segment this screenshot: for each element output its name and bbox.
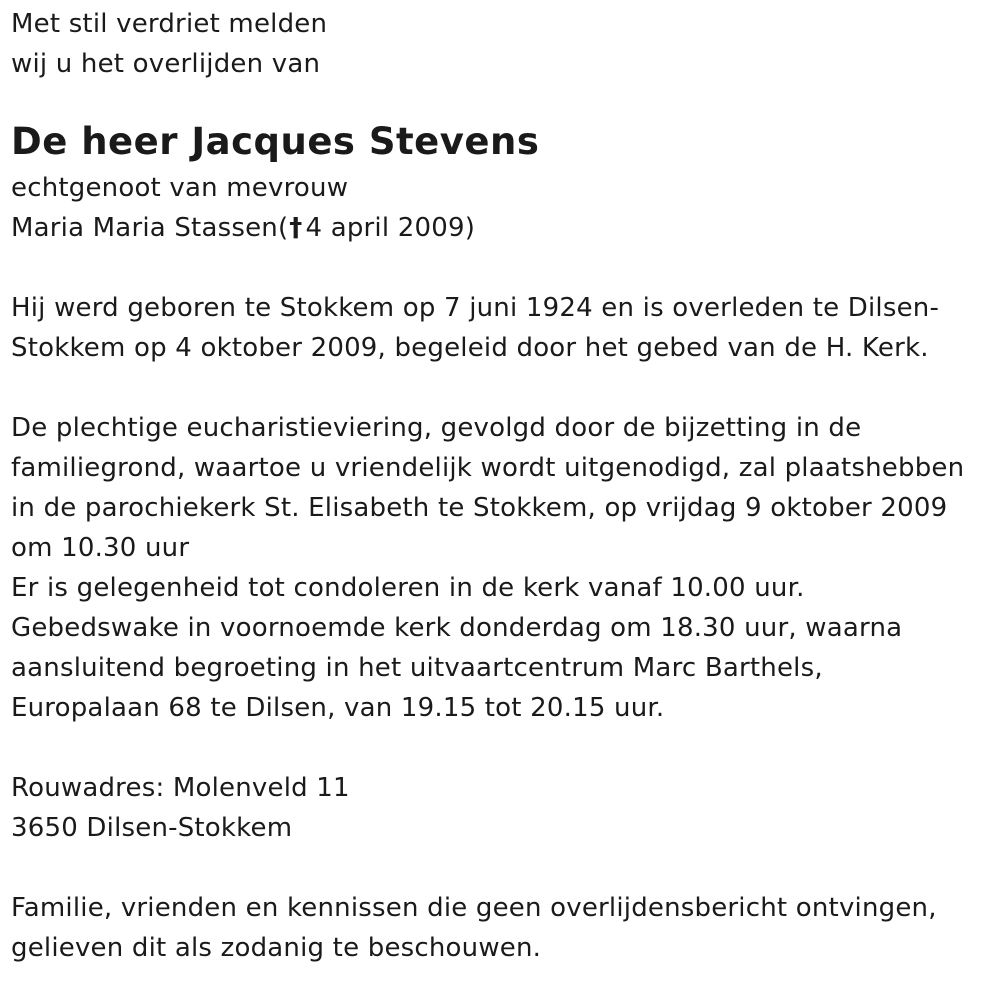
ceremony-line: in de parochiekerk St. Elisabeth te Stokkem, op vrijdag 9 oktober 2009 [11,493,948,523]
cross-icon: † [289,213,303,243]
spouse-line [11,208,991,248]
birth-line: Hij werd geboren te Stokkem op 7 juni 1924 en is overleden te Dilsen- [11,293,940,323]
intro-line: Met stil verdriet melden [11,9,328,39]
ceremony-line: aansluitend begroeting in het uitvaartcentrum Marc Barthels, [11,653,823,683]
spacer [11,248,991,288]
spacer [11,728,991,768]
birth-line: Stokkem op 4 oktober 2009, begeleid door het gebed van de H. Kerk. [11,333,929,363]
ceremony-line: Er is gelegenheid tot condoleren in de kerk vanaf 10.00 uur. [11,573,805,603]
closing-line: Familie, vrienden en kennissen die geen overlijdensbericht ontvingen, [11,893,937,923]
ceremony-line: om 10.30 uur [11,533,190,563]
spouse-name: Maria Maria Stassen( [11,213,289,243]
spouse-relation: echtgenoot van mevrouw [11,173,349,203]
obituary-notice [11,4,991,968]
address-line: 3650 Dilsen-Stokkem [11,813,293,843]
ceremony-line: Gebedswake in voornoemde kerk donderdag om 18.30 uur, waarna [11,613,903,643]
spouse-death-date: 4 april 2009) [305,213,476,243]
intro-line: wij u het overlijden van [11,49,321,79]
closing-line: gelieven dit als zodanig te beschouwen. [11,933,542,963]
ceremony-line: De plechtige eucharistieviering, gevolgd door de bijzetting in de [11,413,862,443]
address-line: Rouwadres: Molenveld 11 [11,773,350,803]
spacer [11,368,991,408]
deceased-name: De heer Jacques Stevens [11,120,540,163]
ceremony-line: familiegrond, waartoe u vriendelijk wordt uitgenodigd, zal plaatshebben [11,453,965,483]
ceremony-line: Europalaan 68 te Dilsen, van 19.15 tot 20.15 uur. [11,693,665,723]
spacer [11,848,991,888]
